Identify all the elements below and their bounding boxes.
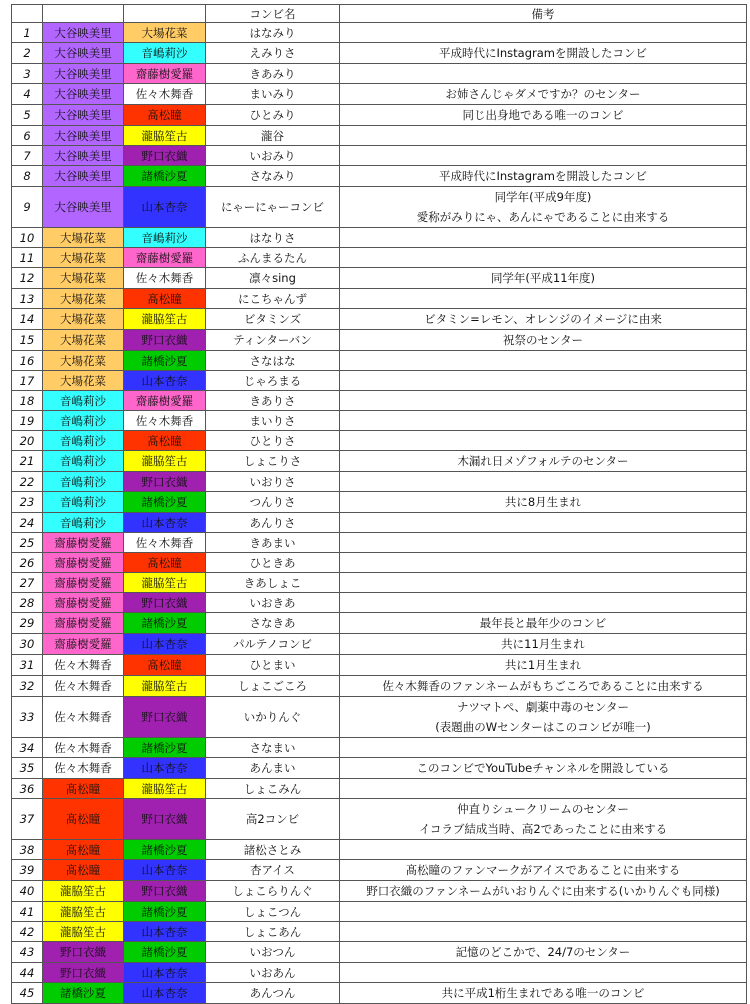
note-cell bbox=[340, 351, 747, 371]
member-a-cell: 髙松瞳 bbox=[43, 840, 124, 860]
member-a-cell: 大場花菜 bbox=[43, 268, 124, 289]
member-b-cell: 諸橋沙夏 bbox=[124, 351, 206, 371]
row-number-cell: 10 bbox=[12, 228, 43, 248]
member-a-cell: 大場花菜 bbox=[43, 351, 124, 371]
member-a-cell: 大場花菜 bbox=[43, 371, 124, 391]
table-row bbox=[12, 840, 747, 860]
row-number-cell: 39 bbox=[12, 860, 43, 881]
member-a-cell: 髙松瞳 bbox=[43, 779, 124, 799]
member-a-cell: 大谷映美里 bbox=[43, 23, 124, 43]
member-b-cell: 山本杏奈 bbox=[124, 922, 206, 942]
combi-name-cell: さなみり bbox=[206, 166, 340, 187]
row-number-cell: 14 bbox=[12, 309, 43, 330]
header-combi-name: コンビ名 bbox=[206, 5, 340, 23]
note-cell: 共に1月生まれ bbox=[340, 655, 747, 676]
member-a-cell: 音嶋莉沙 bbox=[43, 391, 124, 411]
member-b-cell: 野口衣織 bbox=[124, 799, 206, 840]
header-note: 備考 bbox=[340, 5, 747, 23]
row-number-cell: 31 bbox=[12, 655, 43, 676]
member-a-cell: 髙松瞳 bbox=[43, 860, 124, 881]
member-a-cell: 大谷映美里 bbox=[43, 126, 124, 146]
combi-name-cell: いおきあ bbox=[206, 593, 340, 613]
table-row bbox=[12, 758, 747, 779]
table-body bbox=[12, 23, 747, 1004]
note-cell: 同学年(平成11年度) bbox=[340, 268, 747, 289]
member-a-cell: 音嶋莉沙 bbox=[43, 513, 124, 533]
combi-name-cell: パルテノコンビ bbox=[206, 634, 340, 655]
note-cell: 共に11月生まれ bbox=[340, 634, 747, 655]
member-b-cell: 野口衣織 bbox=[124, 881, 206, 902]
member-a-cell: 齋藤樹愛羅 bbox=[43, 553, 124, 573]
member-a-cell: 瀧脇笙古 bbox=[43, 922, 124, 942]
member-b-cell: 野口衣織 bbox=[124, 593, 206, 613]
table-row bbox=[12, 126, 747, 146]
member-b-cell: 山本杏奈 bbox=[124, 758, 206, 779]
member-b-cell: 野口衣織 bbox=[124, 146, 206, 166]
note-cell: 共に8月生まれ bbox=[340, 492, 747, 513]
note-cell bbox=[340, 248, 747, 268]
table-row bbox=[12, 676, 747, 697]
note-cell: 野口衣織のファンネームがいおりんぐに由来する(いかりんぐも同様) bbox=[340, 881, 747, 902]
table-row bbox=[12, 697, 747, 738]
table-row bbox=[12, 228, 747, 248]
note-cell: 同学年(平成9年度) 愛称がみりにゃ、あんにゃであることに由来する bbox=[340, 187, 747, 228]
combi-name-cell: いおつん bbox=[206, 942, 340, 963]
row-number-cell: 44 bbox=[12, 963, 43, 983]
member-b-cell: 山本杏奈 bbox=[124, 860, 206, 881]
combi-name-cell: きあまい bbox=[206, 533, 340, 553]
note-cell bbox=[340, 228, 747, 248]
note-cell: お姉さんじゃダメですか？のセンター bbox=[340, 84, 747, 105]
note-cell: 木漏れ日メゾフォルテのセンター bbox=[340, 451, 747, 472]
row-number-cell: 34 bbox=[12, 738, 43, 758]
table-row bbox=[12, 472, 747, 492]
note-cell bbox=[340, 593, 747, 613]
note-cell bbox=[340, 533, 747, 553]
member-a-cell: 大谷映美里 bbox=[43, 64, 124, 84]
table-row bbox=[12, 513, 747, 533]
member-a-cell: 野口衣織 bbox=[43, 963, 124, 983]
table-row bbox=[12, 860, 747, 881]
table-row bbox=[12, 902, 747, 922]
combi-name-cell: はなみり bbox=[206, 23, 340, 43]
combi-name-cell: いかりんぐ bbox=[206, 697, 340, 738]
note-cell: 仲直りシュークリームのセンター イコラブ結成当時、高2であったことに由来する bbox=[340, 799, 747, 840]
table-row bbox=[12, 64, 747, 84]
row-number-cell: 41 bbox=[12, 902, 43, 922]
row-number-cell: 21 bbox=[12, 451, 43, 472]
row-number-cell: 33 bbox=[12, 697, 43, 738]
note-cell bbox=[340, 573, 747, 593]
member-b-cell: 音嶋莉沙 bbox=[124, 43, 206, 64]
note-cell bbox=[340, 146, 747, 166]
member-a-cell: 大谷映美里 bbox=[43, 166, 124, 187]
table-row bbox=[12, 738, 747, 758]
member-b-cell: 佐々木舞香 bbox=[124, 533, 206, 553]
table-row bbox=[12, 268, 747, 289]
combi-name-cell: しょこあん bbox=[206, 922, 340, 942]
note-cell: 記憶のどこかで、24/7のセンター bbox=[340, 942, 747, 963]
table-row bbox=[12, 43, 747, 64]
table-row bbox=[12, 881, 747, 902]
member-b-cell: 瀧脇笙古 bbox=[124, 126, 206, 146]
row-number-cell: 8 bbox=[12, 166, 43, 187]
member-a-cell: 音嶋莉沙 bbox=[43, 411, 124, 431]
row-number-cell: 9 bbox=[12, 187, 43, 228]
note-cell bbox=[340, 391, 747, 411]
row-number-cell: 4 bbox=[12, 84, 43, 105]
combi-name-cell: 諸松さとみ bbox=[206, 840, 340, 860]
member-a-cell: 佐々木舞香 bbox=[43, 738, 124, 758]
member-b-cell: 髙松瞳 bbox=[124, 105, 206, 126]
member-a-cell: 齋藤樹愛羅 bbox=[43, 593, 124, 613]
member-b-cell: 山本杏奈 bbox=[124, 634, 206, 655]
row-number-cell: 27 bbox=[12, 573, 43, 593]
member-a-cell: 大場花菜 bbox=[43, 330, 124, 351]
combi-name-cell: いおあん bbox=[206, 963, 340, 983]
combi-name-cell: しょこつん bbox=[206, 902, 340, 922]
note-cell bbox=[340, 289, 747, 309]
note-cell: 髙松瞳のファンマークがアイスであることに由来する bbox=[340, 860, 747, 881]
member-a-cell: 大場花菜 bbox=[43, 228, 124, 248]
member-b-cell: 佐々木舞香 bbox=[124, 411, 206, 431]
member-a-cell: 佐々木舞香 bbox=[43, 758, 124, 779]
note-cell bbox=[340, 472, 747, 492]
member-a-cell: 瀧脇笙古 bbox=[43, 902, 124, 922]
combi-name-cell: きあしょこ bbox=[206, 573, 340, 593]
row-number-cell: 6 bbox=[12, 126, 43, 146]
row-number-cell: 26 bbox=[12, 553, 43, 573]
member-a-cell: 齋藤樹愛羅 bbox=[43, 634, 124, 655]
note-cell: 共に平成1桁生まれである唯一のコンビ bbox=[340, 983, 747, 1004]
combi-name-cell: まいみり bbox=[206, 84, 340, 105]
member-b-cell: 諸橋沙夏 bbox=[124, 492, 206, 513]
note-cell bbox=[340, 922, 747, 942]
combi-name-cell: ビタミンズ bbox=[206, 309, 340, 330]
row-number-cell: 12 bbox=[12, 268, 43, 289]
member-b-cell: 齋藤樹愛羅 bbox=[124, 391, 206, 411]
header-member-a bbox=[43, 5, 124, 23]
table-row bbox=[12, 166, 747, 187]
combi-name-cell: 高2コンビ bbox=[206, 799, 340, 840]
row-number-cell: 43 bbox=[12, 942, 43, 963]
row-number-cell: 38 bbox=[12, 840, 43, 860]
member-b-cell: 髙松瞳 bbox=[124, 553, 206, 573]
table-row bbox=[12, 84, 747, 105]
combi-name-cell: えみりさ bbox=[206, 43, 340, 64]
row-number-cell: 25 bbox=[12, 533, 43, 553]
row-number-cell: 30 bbox=[12, 634, 43, 655]
member-b-cell: 大場花菜 bbox=[124, 23, 206, 43]
note-cell: 祝祭のセンター bbox=[340, 330, 747, 351]
member-a-cell: 佐々木舞香 bbox=[43, 676, 124, 697]
row-number-cell: 37 bbox=[12, 799, 43, 840]
table-row bbox=[12, 351, 747, 371]
combi-name-cell: はなりさ bbox=[206, 228, 340, 248]
table-row bbox=[12, 553, 747, 573]
row-number-cell: 7 bbox=[12, 146, 43, 166]
note-cell bbox=[340, 431, 747, 451]
row-number-cell: 2 bbox=[12, 43, 43, 64]
combi-name-cell: ひとまい bbox=[206, 655, 340, 676]
combi-name-cell: ふんまるたん bbox=[206, 248, 340, 268]
member-a-cell: 大谷映美里 bbox=[43, 105, 124, 126]
table-row bbox=[12, 289, 747, 309]
row-number-cell: 28 bbox=[12, 593, 43, 613]
table-row bbox=[12, 187, 747, 228]
member-b-cell: 山本杏奈 bbox=[124, 187, 206, 228]
combi-name-cell: あんりさ bbox=[206, 513, 340, 533]
combi-name-cell: 凛々sing bbox=[206, 268, 340, 289]
member-a-cell: 大場花菜 bbox=[43, 289, 124, 309]
combi-name-cell: まいりさ bbox=[206, 411, 340, 431]
note-cell bbox=[340, 513, 747, 533]
table-row bbox=[12, 248, 747, 268]
header-row bbox=[12, 5, 747, 23]
note-cell: 佐々木舞香のファンネームがもちごころであることに由来する bbox=[340, 676, 747, 697]
note-cell bbox=[340, 553, 747, 573]
member-a-cell: 齋藤樹愛羅 bbox=[43, 533, 124, 553]
combi-name-cell: しょこりさ bbox=[206, 451, 340, 472]
member-b-cell: 山本杏奈 bbox=[124, 513, 206, 533]
table-row bbox=[12, 655, 747, 676]
member-b-cell: 野口衣織 bbox=[124, 330, 206, 351]
member-b-cell: 諸橋沙夏 bbox=[124, 902, 206, 922]
row-number-cell: 11 bbox=[12, 248, 43, 268]
note-cell bbox=[340, 64, 747, 84]
row-number-cell: 18 bbox=[12, 391, 43, 411]
table-row bbox=[12, 23, 747, 43]
table-row bbox=[12, 431, 747, 451]
row-number-cell: 40 bbox=[12, 881, 43, 902]
note-cell: ビタミン=レモン、オレンジのイメージに由来 bbox=[340, 309, 747, 330]
note-cell: ナツマトペ、劇薬中毒のセンター (表題曲のWセンターはこのコンビが唯一) bbox=[340, 697, 747, 738]
member-b-cell: 髙松瞳 bbox=[124, 289, 206, 309]
row-number-cell: 19 bbox=[12, 411, 43, 431]
member-a-cell: 瀧脇笙古 bbox=[43, 881, 124, 902]
row-number-cell: 29 bbox=[12, 613, 43, 634]
member-b-cell: 諸橋沙夏 bbox=[124, 613, 206, 634]
combi-table bbox=[11, 4, 747, 1004]
member-a-cell: 佐々木舞香 bbox=[43, 655, 124, 676]
member-b-cell: 齋藤樹愛羅 bbox=[124, 64, 206, 84]
combi-name-cell: つんりさ bbox=[206, 492, 340, 513]
row-number-cell: 42 bbox=[12, 922, 43, 942]
row-number-cell: 36 bbox=[12, 779, 43, 799]
table-row bbox=[12, 983, 747, 1004]
combi-name-cell: きあみり bbox=[206, 64, 340, 84]
table-row bbox=[12, 391, 747, 411]
note-cell: 同じ出身地である唯一のコンビ bbox=[340, 105, 747, 126]
member-a-cell: 大場花菜 bbox=[43, 248, 124, 268]
combi-name-cell: さなまい bbox=[206, 738, 340, 758]
member-b-cell: 山本杏奈 bbox=[124, 963, 206, 983]
combi-name-cell: ひとりさ bbox=[206, 431, 340, 451]
table-row bbox=[12, 146, 747, 166]
combi-name-cell: きありさ bbox=[206, 391, 340, 411]
member-a-cell: 大谷映美里 bbox=[43, 43, 124, 64]
member-b-cell: 諸橋沙夏 bbox=[124, 166, 206, 187]
table-row bbox=[12, 593, 747, 613]
combi-name-cell: あんつん bbox=[206, 983, 340, 1004]
table-row bbox=[12, 779, 747, 799]
member-a-cell: 大谷映美里 bbox=[43, 146, 124, 166]
row-number-cell: 16 bbox=[12, 351, 43, 371]
combi-name-cell: ひときあ bbox=[206, 553, 340, 573]
member-b-cell: 佐々木舞香 bbox=[124, 268, 206, 289]
member-b-cell: 野口衣織 bbox=[124, 697, 206, 738]
note-cell bbox=[340, 126, 747, 146]
table-row bbox=[12, 942, 747, 963]
note-cell bbox=[340, 963, 747, 983]
member-a-cell: 諸橋沙夏 bbox=[43, 983, 124, 1004]
header-num bbox=[12, 5, 43, 23]
combi-name-cell: 瀧谷 bbox=[206, 126, 340, 146]
member-a-cell: 齋藤樹愛羅 bbox=[43, 573, 124, 593]
combi-name-cell: あんまい bbox=[206, 758, 340, 779]
note-cell bbox=[340, 371, 747, 391]
note-cell bbox=[340, 738, 747, 758]
combi-name-cell: さなきあ bbox=[206, 613, 340, 634]
combi-name-cell: にこちゃんず bbox=[206, 289, 340, 309]
note-cell: 平成時代にInstagramを開設したコンビ bbox=[340, 43, 747, 64]
table-row bbox=[12, 105, 747, 126]
row-number-cell: 45 bbox=[12, 983, 43, 1004]
row-number-cell: 32 bbox=[12, 676, 43, 697]
member-a-cell: 齋藤樹愛羅 bbox=[43, 613, 124, 634]
row-number-cell: 20 bbox=[12, 431, 43, 451]
row-number-cell: 13 bbox=[12, 289, 43, 309]
member-b-cell: 瀧脇笙古 bbox=[124, 573, 206, 593]
table-row bbox=[12, 371, 747, 391]
member-a-cell: 佐々木舞香 bbox=[43, 697, 124, 738]
table-row bbox=[12, 533, 747, 553]
row-number-cell: 1 bbox=[12, 23, 43, 43]
row-number-cell: 35 bbox=[12, 758, 43, 779]
row-number-cell: 22 bbox=[12, 472, 43, 492]
table-row bbox=[12, 411, 747, 431]
combi-name-cell: いおみり bbox=[206, 146, 340, 166]
note-cell bbox=[340, 23, 747, 43]
note-cell: 最年長と最年少のコンビ bbox=[340, 613, 747, 634]
member-a-cell: 野口衣織 bbox=[43, 942, 124, 963]
combi-name-cell: にゃーにゃーコンビ bbox=[206, 187, 340, 228]
member-b-cell: 瀧脇笙古 bbox=[124, 779, 206, 799]
table-row bbox=[12, 799, 747, 840]
note-cell bbox=[340, 840, 747, 860]
member-b-cell: 髙松瞳 bbox=[124, 655, 206, 676]
combi-name-cell: 杏アイス bbox=[206, 860, 340, 881]
note-cell: このコンビでYouTubeチャンネルを開設している bbox=[340, 758, 747, 779]
member-a-cell: 大谷映美里 bbox=[43, 84, 124, 105]
table-row bbox=[12, 451, 747, 472]
member-b-cell: 諸橋沙夏 bbox=[124, 738, 206, 758]
member-b-cell: 山本杏奈 bbox=[124, 983, 206, 1004]
table-row bbox=[12, 613, 747, 634]
row-number-cell: 3 bbox=[12, 64, 43, 84]
note-cell bbox=[340, 902, 747, 922]
combi-name-cell: ティンターバン bbox=[206, 330, 340, 351]
member-b-cell: 瀧脇笙古 bbox=[124, 451, 206, 472]
member-a-cell: 音嶋莉沙 bbox=[43, 492, 124, 513]
combi-name-cell: しょこみん bbox=[206, 779, 340, 799]
combi-name-cell: しょこらりんぐ bbox=[206, 881, 340, 902]
member-b-cell: 山本杏奈 bbox=[124, 371, 206, 391]
member-b-cell: 佐々木舞香 bbox=[124, 84, 206, 105]
member-a-cell: 音嶋莉沙 bbox=[43, 431, 124, 451]
header-member-b bbox=[124, 5, 206, 23]
member-b-cell: 諸橋沙夏 bbox=[124, 942, 206, 963]
combi-name-cell: いおりさ bbox=[206, 472, 340, 492]
note-cell bbox=[340, 411, 747, 431]
combi-name-cell: ひとみり bbox=[206, 105, 340, 126]
row-number-cell: 15 bbox=[12, 330, 43, 351]
combi-name-cell: しょこごころ bbox=[206, 676, 340, 697]
combi-name-cell: じゃろまる bbox=[206, 371, 340, 391]
table-row bbox=[12, 634, 747, 655]
row-number-cell: 17 bbox=[12, 371, 43, 391]
table-row bbox=[12, 492, 747, 513]
combi-name-cell: さなはな bbox=[206, 351, 340, 371]
table-row bbox=[12, 573, 747, 593]
member-a-cell: 大谷映美里 bbox=[43, 187, 124, 228]
member-b-cell: 瀧脇笙古 bbox=[124, 309, 206, 330]
note-cell: 平成時代にInstagramを開設したコンビ bbox=[340, 166, 747, 187]
table-row bbox=[12, 330, 747, 351]
row-number-cell: 24 bbox=[12, 513, 43, 533]
member-b-cell: 齋藤樹愛羅 bbox=[124, 248, 206, 268]
row-number-cell: 5 bbox=[12, 105, 43, 126]
member-b-cell: 音嶋莉沙 bbox=[124, 228, 206, 248]
note-cell bbox=[340, 779, 747, 799]
row-number-cell: 23 bbox=[12, 492, 43, 513]
table-row bbox=[12, 922, 747, 942]
table-row bbox=[12, 963, 747, 983]
member-b-cell: 髙松瞳 bbox=[124, 431, 206, 451]
member-a-cell: 髙松瞳 bbox=[43, 799, 124, 840]
member-a-cell: 音嶋莉沙 bbox=[43, 451, 124, 472]
member-b-cell: 野口衣織 bbox=[124, 472, 206, 492]
table-row bbox=[12, 309, 747, 330]
member-b-cell: 諸橋沙夏 bbox=[124, 840, 206, 860]
member-b-cell: 瀧脇笙古 bbox=[124, 676, 206, 697]
member-a-cell: 音嶋莉沙 bbox=[43, 472, 124, 492]
member-a-cell: 大場花菜 bbox=[43, 309, 124, 330]
